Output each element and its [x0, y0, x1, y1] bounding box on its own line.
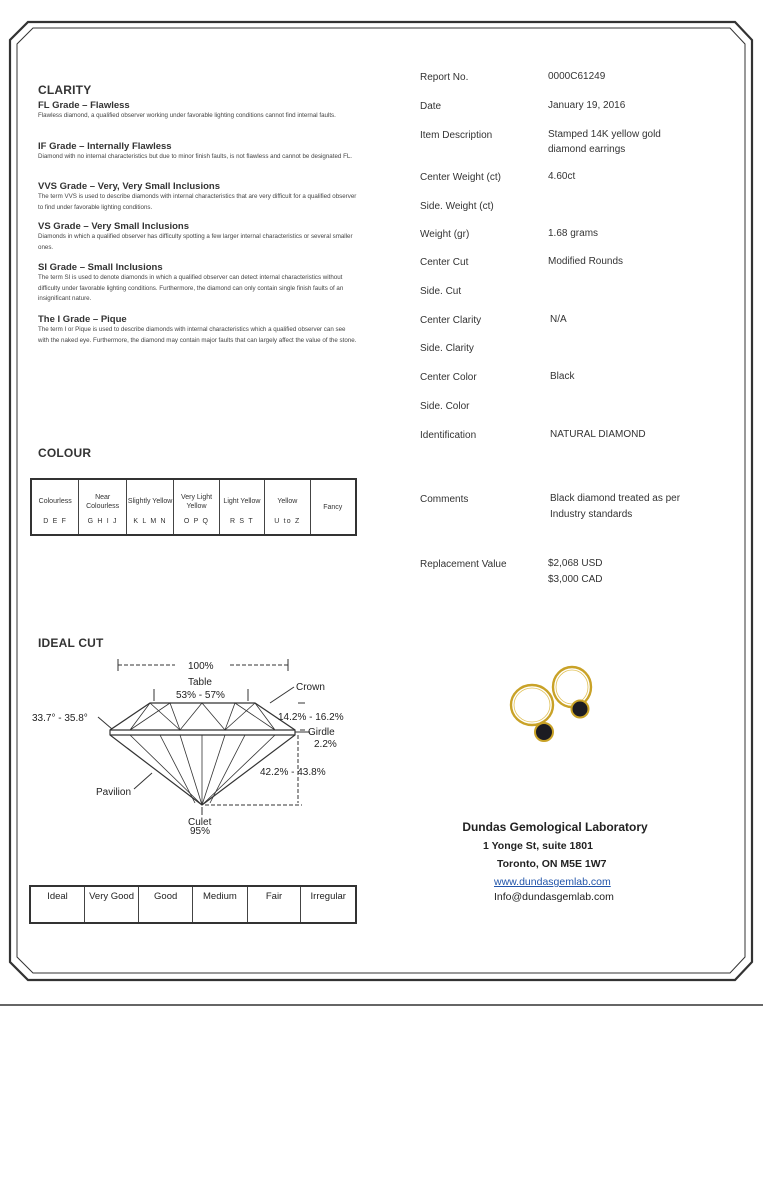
lab-address-1: 1 Yonge St, suite 1801: [483, 840, 593, 852]
colour-code: U to Z: [274, 517, 301, 525]
grade-i: [38, 314, 358, 346]
label-weight-gr: Weight (gr): [420, 229, 470, 240]
crown-angle-label: 33.7° - 35.8°: [32, 713, 88, 724]
table-range-label: 53% - 57%: [176, 690, 225, 701]
colour-cell: [79, 479, 126, 535]
label-item-description: Item Description: [420, 130, 493, 141]
ideal-cut-heading: IDEAL CUT: [38, 636, 104, 650]
grade-title: VS Grade – Very Small Inclusions: [38, 221, 190, 232]
label-center-color: Center Color: [420, 372, 477, 383]
colour-cell: [126, 479, 173, 535]
cut-grade-table: [29, 885, 357, 924]
grade-description: Diamond with no internal characteristics but due to minor finish faults, is not flawless and cannot be designated FL.: [38, 153, 353, 160]
pavilion-depth-label: 42.2% - 43.8%: [260, 767, 326, 778]
grade-description: Diamonds in which a qualified observer has difficulty spotting a few larger internal characteristics or several smaller ones.: [38, 233, 353, 251]
culet-value: 95%: [190, 826, 211, 835]
value-center-cut: Modified Rounds: [548, 256, 624, 267]
label-comments: Comments: [420, 494, 469, 505]
value-center-clarity: N/A: [550, 314, 567, 325]
label-side-color: Side. Color: [420, 401, 470, 412]
colour-cell: [265, 479, 310, 535]
grade-description: The term VVS is used to describe diamonds with internal characteristics that are very difficult for a qualified observer to find under favorable lighting conditions.: [38, 193, 357, 211]
colour-name: Colourless: [38, 498, 72, 505]
cut-grade-irregular: Irregular: [301, 886, 356, 923]
label-center-weight: Center Weight (ct): [420, 172, 501, 183]
crown-height-label: 14.2% - 16.2%: [278, 712, 344, 723]
label-center-clarity: Center Clarity: [420, 315, 482, 326]
colour-cell-fancy: [310, 479, 356, 535]
colour-name: Light Yellow: [223, 498, 261, 505]
grade-title: IF Grade – Internally Flawless: [38, 141, 172, 152]
label-identification: Identification: [420, 430, 477, 441]
colour-name: Fancy: [323, 503, 343, 511]
colour-code: O P Q: [183, 517, 210, 525]
value-identification: NATURAL DIAMOND: [550, 429, 646, 440]
culet-label: Culet: [188, 817, 212, 828]
pavilion-label: Pavilion: [96, 787, 132, 798]
grade-if: [38, 141, 358, 163]
label-center-cut: Center Cut: [420, 257, 469, 268]
value-item-description: Stamped 14K yellow gold diamond earrings: [548, 129, 661, 155]
cut-grade-very-good: Very Good: [85, 886, 139, 923]
grade-title: The I Grade – Pique: [38, 314, 127, 325]
grade-title: SI Grade – Small Inclusions: [38, 262, 163, 273]
value-weight-gr: 1.68 grams: [548, 228, 599, 239]
label-date: Date: [420, 101, 442, 112]
grade-si: [38, 262, 358, 305]
colour-scale-table: [30, 478, 357, 536]
grade-fl: [38, 100, 358, 122]
colour-cell: [31, 479, 79, 535]
colour-heading: COLOUR: [38, 446, 92, 460]
colour-name: Near Colourless: [86, 493, 120, 510]
colour-name: Slightly Yellow: [127, 498, 173, 505]
colour-name: Yellow: [277, 498, 298, 505]
label-side-cut: Side. Cut: [420, 286, 462, 297]
cut-grade-ideal: Ideal: [30, 886, 85, 923]
grade-title: FL Grade – Flawless: [38, 100, 130, 111]
table-label: Table: [188, 677, 212, 688]
lab-website-link[interactable]: www.dundasgemlab.com: [494, 876, 611, 888]
clarity-heading: CLARITY: [38, 83, 92, 97]
label-report-no: Report No.: [420, 72, 469, 83]
lab-address-2: Toronto, ON M5E 1W7: [497, 858, 607, 870]
grade-description: Flawless diamond, a qualified observer working under favorable lighting conditions cannot find internal faults.: [38, 112, 336, 119]
crown-label: Crown: [296, 682, 325, 693]
cut-grade-good: Good: [139, 886, 193, 923]
colour-code: G H I J: [87, 517, 118, 525]
label-side-weight: Side. Weight (ct): [420, 201, 494, 212]
label-side-clarity: Side. Clarity: [420, 343, 474, 354]
earrings-photo: [500, 662, 610, 747]
colour-code: R S T: [230, 517, 254, 525]
cut-grade-fair: Fair: [247, 886, 301, 923]
lab-email: Info@dundasgemlab.com: [494, 891, 614, 903]
ideal-cut-diagram: [30, 655, 360, 835]
grade-vvs: [38, 181, 358, 213]
colour-cell: [174, 479, 219, 535]
grade-title: VVS Grade – Very, Very Small Inclusions: [38, 181, 220, 192]
girdle-value: 2.2%: [314, 739, 337, 750]
value-report-no: 0000C61249: [548, 71, 606, 82]
colour-code: K L M N: [133, 517, 167, 525]
girdle-label: Girdle: [308, 727, 335, 738]
value-replacement-usd: $2,068 USD: [548, 558, 603, 569]
colour-cell: [219, 479, 264, 535]
diamond-outline: [110, 703, 295, 805]
colour-code: D E F: [43, 517, 68, 525]
grade-vs: [38, 221, 358, 253]
label-replacement-value: Replacement Value: [420, 559, 507, 570]
cut-grade-medium: Medium: [193, 886, 247, 923]
lab-name: Dundas Gemological Laboratory: [462, 820, 648, 834]
grade-description: The term SI is used to denote diamonds in which a qualified observer can detect internal characteristics without difficulty under favorable lighting conditions. Furthermore, the diamond can only contain single finish faults of an insignificant nature.: [38, 274, 344, 302]
value-comments: Black diamond treated as per Industry standards: [550, 493, 681, 520]
value-center-weight: 4.60ct: [548, 171, 576, 182]
value-date: January 19, 2016: [548, 100, 626, 111]
value-replacement-cad: $3,000 CAD: [548, 574, 603, 585]
width-pct-label: 100%: [188, 661, 214, 672]
value-center-color: Black: [550, 371, 575, 382]
colour-name: Very Light Yellow: [180, 493, 213, 510]
grade-description: The term I or Pique is used to describe diamonds with internal characteristics which a qualified observer can see with the naked eye. Furthermore, the diamond may contain major faults that can largely affect the value of the stone.: [38, 326, 357, 344]
